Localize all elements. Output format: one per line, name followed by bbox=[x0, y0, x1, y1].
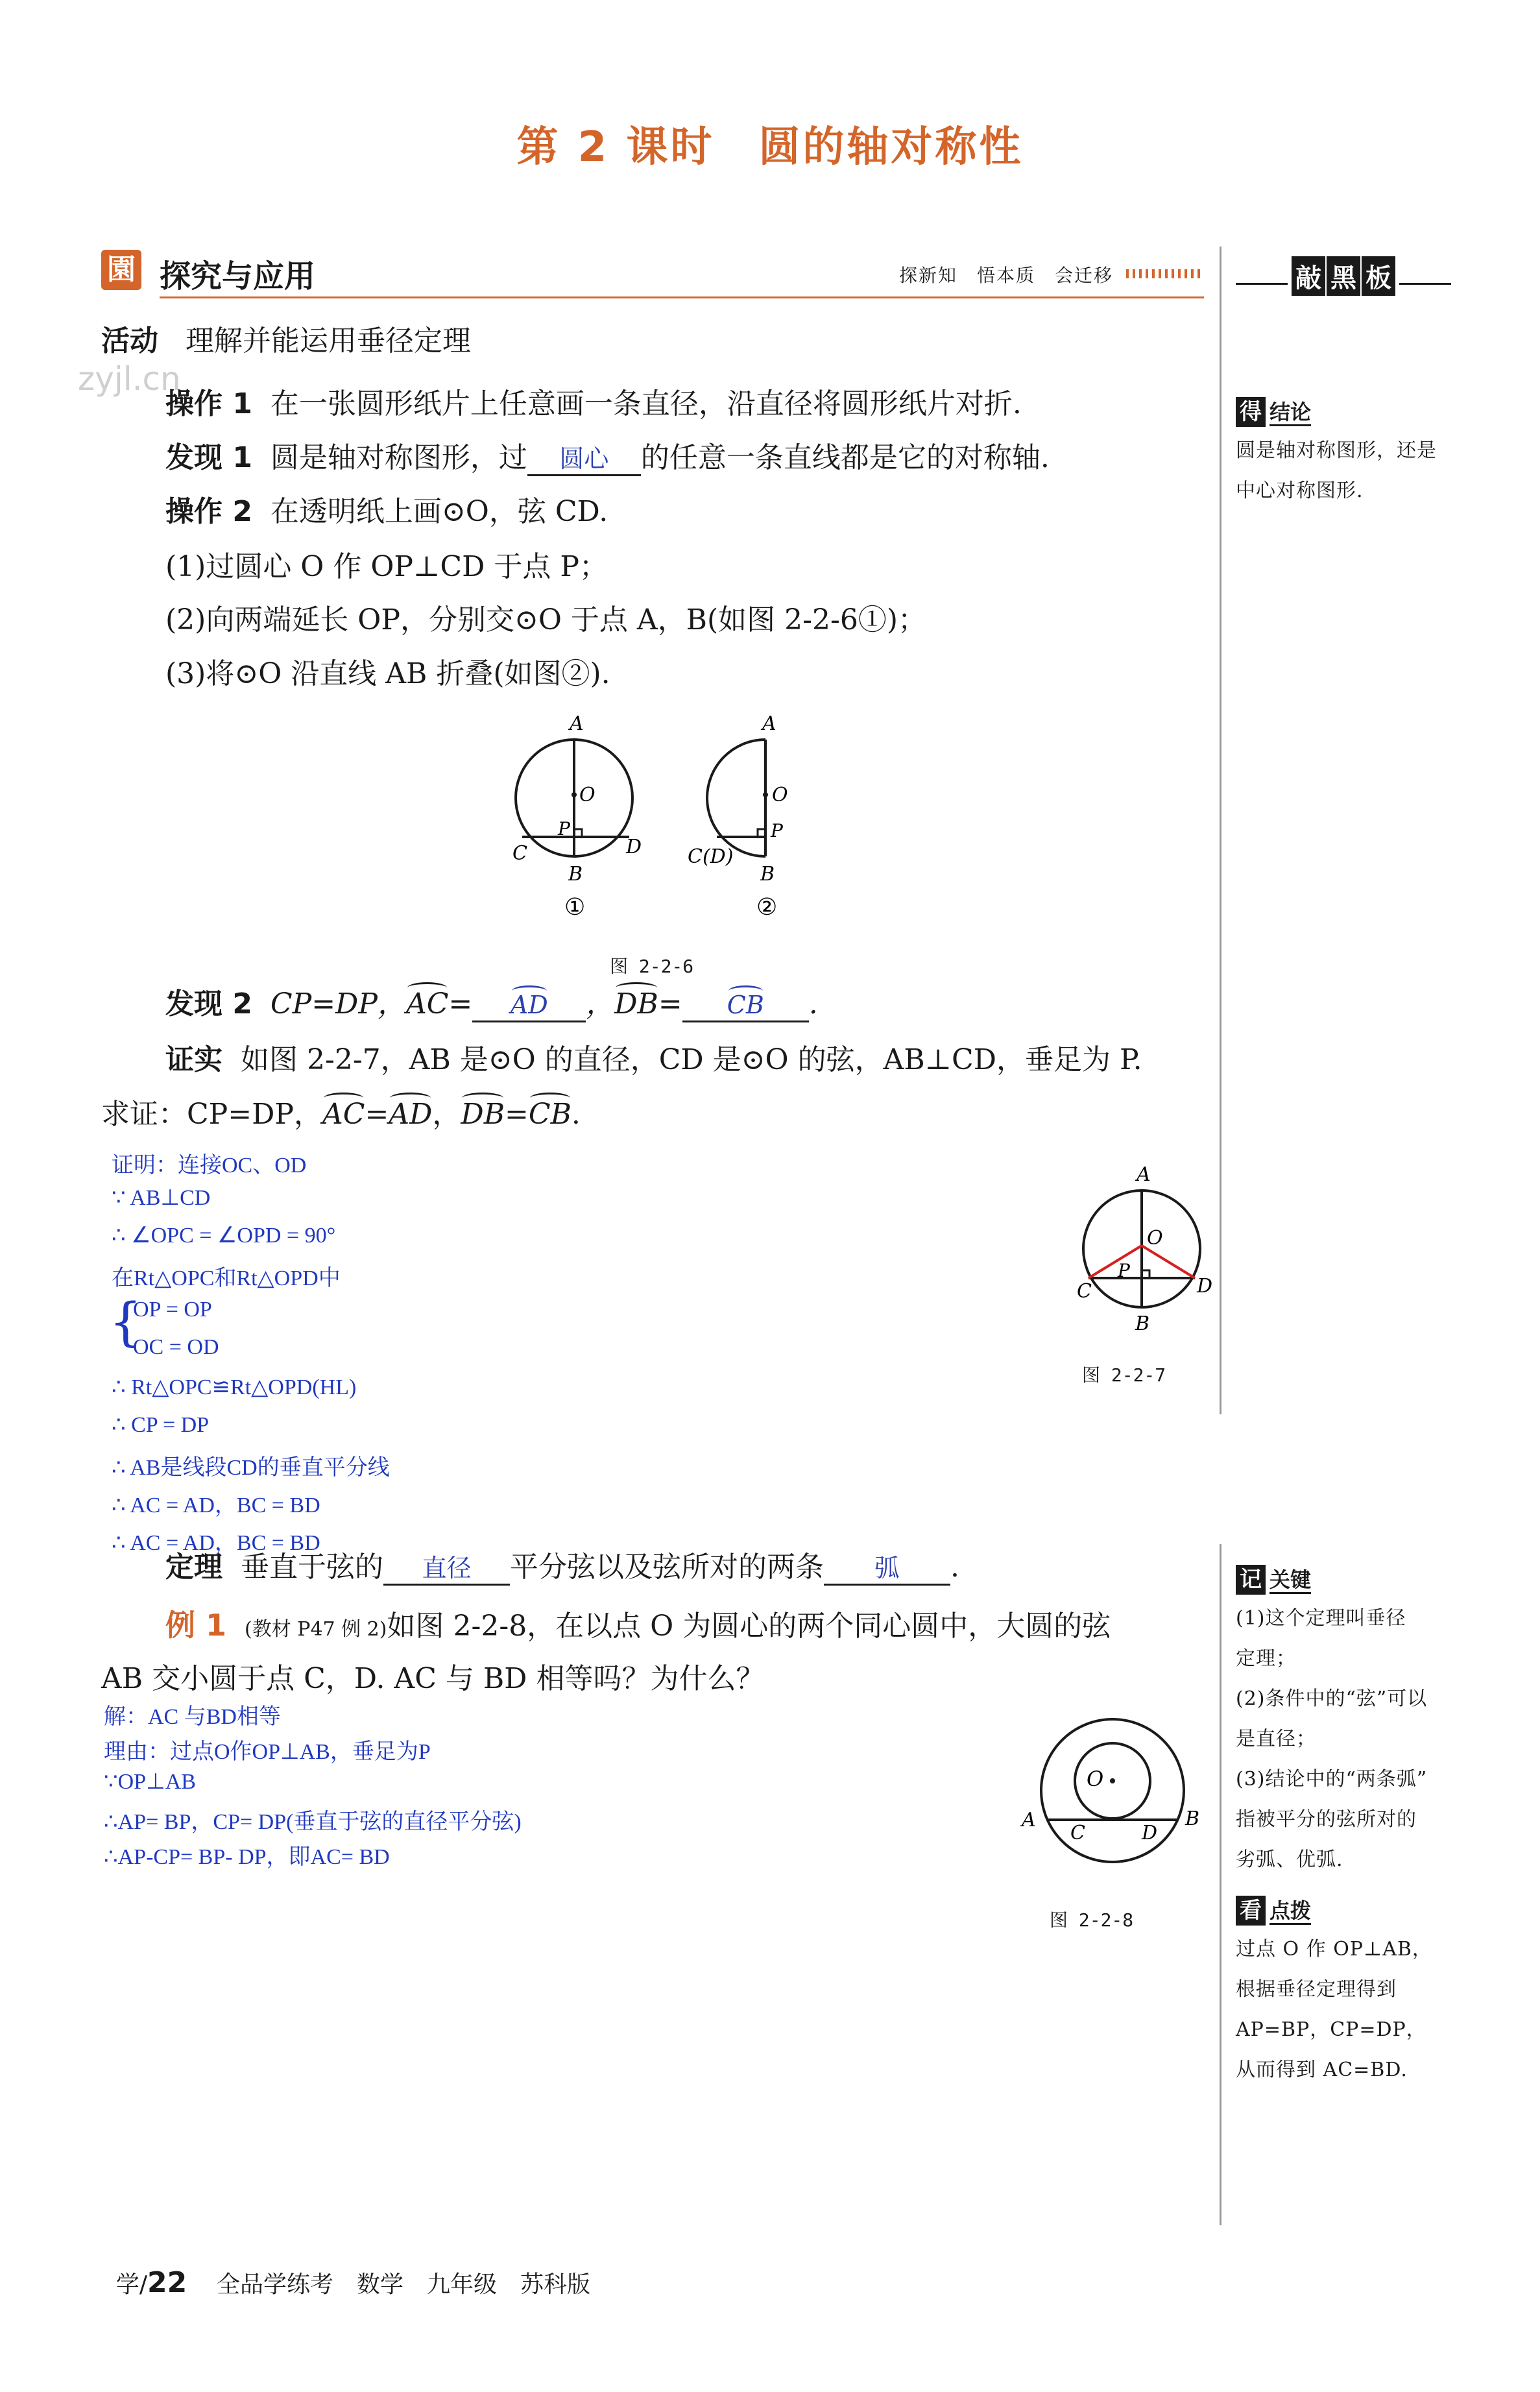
sidebar-divider-top bbox=[1220, 247, 1221, 1414]
proof-goal bbox=[101, 1098, 581, 1132]
footer-book: 全品学练考 数学 九年级 苏科版 bbox=[217, 2271, 591, 2298]
sidebar-rule-right bbox=[1399, 283, 1451, 285]
activity-text: 理解并能运用垂径定理 bbox=[185, 324, 471, 357]
fig226-label-d: D bbox=[626, 836, 642, 858]
sidebar-key-text bbox=[1236, 1599, 1489, 1880]
tip-line-4: 从而得到 AC=BD. bbox=[1236, 2059, 1408, 2081]
fig227-label-b: B bbox=[1135, 1312, 1150, 1335]
section-icon: 園 bbox=[101, 250, 141, 290]
fig226-label-c: C bbox=[512, 842, 527, 865]
example-label: 例 1 bbox=[165, 1608, 227, 1643]
example bbox=[165, 1608, 1111, 1644]
section-divider bbox=[160, 296, 1204, 298]
sidebar-tip-text bbox=[1236, 1929, 1489, 2090]
fig226-label-cd: C(D) bbox=[688, 845, 734, 868]
step-3: (3)将⊙O 沿直线 AB 折叠(如图②). bbox=[165, 657, 610, 690]
tip-line-1: 过点 O 作 OP⊥AB， bbox=[1236, 1938, 1432, 1961]
op2-label: 操作 2 bbox=[165, 495, 252, 528]
find1-blank: 圆心 bbox=[527, 444, 641, 476]
solution-line-1: 解：AC 与BD相等 bbox=[104, 1705, 281, 1729]
theorem-mid: 平分弦以及弦所对的两条 bbox=[509, 1551, 824, 1584]
proof-line-9: ∴ AB是线段CD的垂直平分线 bbox=[112, 1456, 390, 1480]
tip-line-3: AP=BP，CP=DP， bbox=[1236, 2018, 1426, 2041]
op2-text: 在透明纸上画⊙O，弦 CD. bbox=[270, 495, 608, 528]
key-line-3: (2)条件中的“弦”可以 bbox=[1236, 1687, 1428, 1710]
page-title: 第 2 课时 圆的轴对称性 bbox=[516, 123, 1024, 171]
finding-2 bbox=[165, 987, 818, 1022]
find2-label: 发现 2 bbox=[165, 987, 252, 1021]
proof-line-10: ∴ AC = AD，BC = BD bbox=[112, 1493, 320, 1517]
solution-line-3: ∵OP⊥AB bbox=[104, 1770, 196, 1794]
fig226-half-circle bbox=[707, 740, 765, 856]
find2-blank1: AD bbox=[510, 991, 548, 1019]
key-line-6: 指被平分的弦所对的 bbox=[1236, 1808, 1417, 1831]
example-source: (教材 P47 例 2) bbox=[245, 1618, 387, 1641]
key-line-2: 定理； bbox=[1236, 1647, 1296, 1670]
key-line-1: (1)这个定理叫垂径 bbox=[1236, 1607, 1406, 1630]
goal-pre: 求证：CP=DP， bbox=[101, 1098, 323, 1131]
find2-eq: = bbox=[448, 987, 473, 1021]
goal-comma: ， bbox=[432, 1098, 461, 1131]
goal-arc-cb: CB bbox=[528, 1098, 571, 1131]
theorem-blank1: 直径 bbox=[383, 1554, 510, 1586]
proof-label: 证实 bbox=[165, 1043, 223, 1076]
figure-2-2-8 bbox=[1009, 1709, 1216, 1872]
key-title: 关键 bbox=[1269, 1567, 1311, 1594]
figure-2-2-6 bbox=[493, 707, 817, 941]
page-number: 22 bbox=[147, 2266, 187, 2299]
conclusion-line-2: 中心对称图形. bbox=[1236, 479, 1364, 502]
fig228-center-dot bbox=[1110, 1778, 1115, 1783]
goal-arc-ad: AD bbox=[389, 1098, 433, 1131]
fig227-oc bbox=[1089, 1246, 1142, 1278]
theorem-pre: 垂直于弦的 bbox=[240, 1551, 383, 1584]
sidebar-tip-tag bbox=[1236, 1894, 1311, 1926]
find2-arc-ac: AC bbox=[405, 987, 449, 1021]
fig227-label-a: A bbox=[1137, 1163, 1151, 1186]
fig226-sub2: ② bbox=[756, 894, 778, 921]
theorem-label: 定理 bbox=[165, 1551, 223, 1584]
fig228-label-b: B bbox=[1185, 1807, 1200, 1830]
fig227-label-p: P bbox=[1118, 1260, 1130, 1281]
fig227-caption: 图 2-2-7 bbox=[1082, 1364, 1166, 1386]
sidebar-header-char-3: 板 bbox=[1362, 256, 1395, 296]
fig226-sub1: ① bbox=[564, 894, 586, 921]
fig226-label-b: B bbox=[568, 863, 583, 886]
figure-2-2-7 bbox=[1057, 1148, 1226, 1343]
fig228-label-o: O bbox=[1087, 1767, 1104, 1791]
proof-line-11: ∴ AC = AD，BC = BD bbox=[112, 1531, 320, 1555]
watermark: zyjl.cn bbox=[78, 360, 181, 398]
proof-line-7: ∴ Rt△OPC≌Rt△OPD(HL) bbox=[112, 1375, 357, 1399]
fig228-label-a: A bbox=[1022, 1809, 1036, 1831]
find2-end: . bbox=[808, 987, 818, 1021]
conclusion-line-1: 圆是轴对称图形，还是 bbox=[1236, 439, 1437, 462]
fig228-outer-circle bbox=[1041, 1719, 1184, 1862]
operation-2 bbox=[165, 495, 608, 529]
goal-end: . bbox=[571, 1098, 581, 1131]
footer-xue: 学/ bbox=[115, 2271, 148, 2298]
operation-1 bbox=[165, 387, 1022, 422]
goal-arc-ac: AC bbox=[322, 1098, 365, 1131]
fig228-label-c: C bbox=[1070, 1822, 1085, 1844]
footer bbox=[101, 2240, 590, 2299]
activity bbox=[101, 324, 471, 359]
proof-line-1: 证明：连接OC、OD bbox=[112, 1154, 307, 1178]
fig227-label-o: O bbox=[1147, 1227, 1163, 1250]
fig228-caption: 图 2-2-8 bbox=[1050, 1909, 1134, 1931]
conclusion-title: 结论 bbox=[1269, 400, 1311, 426]
find2-pre: CP=DP， bbox=[270, 987, 406, 1021]
fig226-caption: 图 2-2-6 bbox=[610, 956, 694, 977]
finding-1 bbox=[165, 441, 1050, 476]
sidebar-rule-left bbox=[1236, 283, 1288, 285]
fig226-label-b2: B bbox=[760, 863, 775, 886]
theorem-end: . bbox=[950, 1551, 959, 1584]
key-line-5: (3)结论中的“两条弧” bbox=[1236, 1768, 1428, 1791]
example-text2: AB 交小圆于点 C，D. AC 与 BD 相等吗？为什么？ bbox=[101, 1662, 765, 1695]
sidebar-header-char-1: 敲 bbox=[1292, 256, 1325, 296]
proof-line-6: OC = OD bbox=[133, 1335, 219, 1359]
fig226-label-p2: P bbox=[771, 820, 783, 841]
fig226-label-p: P bbox=[558, 818, 570, 840]
activity-label: 活动 bbox=[101, 324, 158, 357]
fig226-center-dot-2 bbox=[763, 792, 768, 797]
sidebar-divider-bottom bbox=[1220, 1544, 1221, 2225]
key-line-7: 劣弧、优弧. bbox=[1236, 1848, 1343, 1871]
step-1: (1)过圆心 O 作 OP⊥CD 于点 P； bbox=[165, 550, 608, 583]
sidebar-key-tag bbox=[1236, 1564, 1311, 1595]
solution-line-5: ∴AP-CP= BP- DP，即AC= BD bbox=[104, 1845, 390, 1869]
fig226-label-a2: A bbox=[762, 712, 776, 735]
solution-line-4: ∴AP= BP，CP= DP(垂直于弦的直径平分弦) bbox=[104, 1810, 522, 1834]
proof-line-5: OP = OP bbox=[133, 1298, 212, 1322]
fig226-center-dot bbox=[571, 792, 577, 797]
sidebar-header-char-2: 黑 bbox=[1327, 256, 1360, 296]
goal-eq1: = bbox=[365, 1098, 389, 1131]
section-dots bbox=[1126, 269, 1204, 278]
find2-arc-db: DB bbox=[614, 987, 658, 1021]
fig227-label-c: C bbox=[1077, 1280, 1092, 1303]
proof-text: 如图 2-2-7，AB 是⊙O 的直径，CD 是⊙O 的弦，AB⊥CD，垂足为 P. bbox=[240, 1043, 1142, 1076]
tip-title: 点拨 bbox=[1269, 1898, 1311, 1925]
proof-line-2: ∵ AB⊥CD bbox=[112, 1186, 211, 1210]
find1-label: 发现 1 bbox=[165, 441, 252, 474]
proof-line-3: ∴ ∠OPC = ∠OPD = 90° bbox=[112, 1224, 336, 1248]
goal-arc-db: DB bbox=[461, 1098, 505, 1131]
key-tag-icon: 记 bbox=[1236, 1565, 1266, 1595]
section-header bbox=[101, 250, 1204, 302]
proof-brace: { bbox=[109, 1292, 142, 1352]
find2-dbpre: ， bbox=[586, 987, 615, 1021]
section-tags: 探新知 悟本质 会迁移 bbox=[898, 265, 1113, 286]
goal-eq2: = bbox=[505, 1098, 529, 1131]
fig228-label-d: D bbox=[1142, 1822, 1158, 1844]
fig226-label-o2: O bbox=[772, 784, 788, 806]
section-title: 探究与应用 bbox=[160, 258, 316, 295]
solution-line-2: 理由：过点O作OP⊥AB，垂足为P bbox=[104, 1740, 431, 1764]
find1-pre: 圆是轴对称图形，过 bbox=[270, 441, 527, 474]
proof-line-4: 在Rt△OPC和Rt△OPD中 bbox=[112, 1266, 341, 1290]
key-line-4: 是直径； bbox=[1236, 1728, 1316, 1750]
fig226-label-a: A bbox=[570, 712, 584, 735]
find2-eq2: = bbox=[658, 987, 682, 1021]
find2-blank2: CB bbox=[727, 991, 764, 1019]
op1-label: 操作 1 bbox=[165, 387, 252, 420]
tip-line-2: 根据垂径定理得到 bbox=[1236, 1978, 1397, 2001]
tip-tag-icon: 看 bbox=[1236, 1896, 1266, 1926]
sidebar-conclusion-tag bbox=[1236, 396, 1311, 427]
example-text1: 如图 2-2-8，在以点 O 为圆心的两个同心圆中，大圆的弦 bbox=[387, 1610, 1111, 1643]
theorem bbox=[165, 1551, 959, 1586]
proof-line-8: ∴ CP = DP bbox=[112, 1413, 210, 1437]
find1-post: 的任意一条直线都是它的对称轴. bbox=[640, 441, 1050, 474]
fig226-label-o: O bbox=[579, 784, 596, 806]
proof-statement bbox=[165, 1043, 1142, 1078]
fig227-label-d: D bbox=[1197, 1275, 1213, 1298]
sidebar-conclusion-text bbox=[1236, 431, 1489, 511]
conclusion-tag-icon: 得 bbox=[1236, 397, 1266, 427]
sidebar-header bbox=[1236, 256, 1495, 295]
step-2: (2)向两端延长 OP，分别交⊙O 于点 A，B(如图 2-2-6①)； bbox=[165, 603, 927, 636]
op1-text: 在一张圆形纸片上任意画一条直径，沿直径将圆形纸片对折. bbox=[270, 387, 1022, 420]
theorem-blank2: 弧 bbox=[824, 1554, 950, 1586]
